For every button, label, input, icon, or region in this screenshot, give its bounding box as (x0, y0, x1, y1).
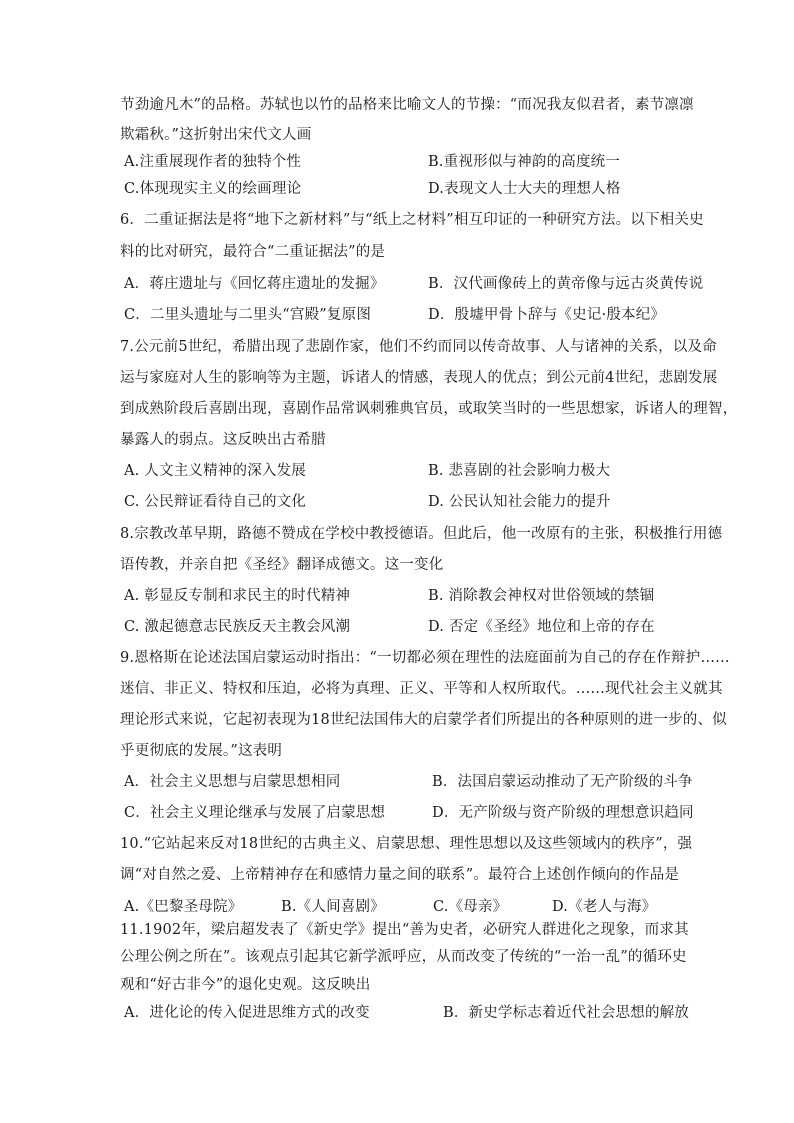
q10-stem-line-2: 调“对自然之爱、上帝精神存在和感情力量之间的联系”。最符合上述创作倾向的作品是 (120, 867, 680, 883)
q5-option-a: A.注重展现作者的独特个性 (124, 154, 302, 170)
q9-stem-line-2: 迷信、非正义、特权和压迫，必将为真理、正义、平等和人权所取代。……现代社会主义就其 (120, 681, 723, 697)
q6-option-a: A．蒋庄遗址与《回忆蒋庄遗址的发掘》 (124, 276, 385, 292)
q5-option-c: C.体现现实主义的绘画理论 (124, 181, 302, 197)
q11-stem-line-3: 观和“好古非今”的退化史观。这反映出 (120, 977, 371, 993)
q11-stem-line-1: 11.1902年，梁启超发表了《新史学》提出“善为史者，必研究人群进化之现象，而求其 (120, 922, 689, 938)
q8-option-b: B. 消除教会神权对世俗领域的禁锢 (428, 588, 655, 604)
q9-option-b: B．法国启蒙运动推动了无产阶级的斗争 (432, 774, 693, 790)
q7-stem-line-4: 暴露人的弱点。这反映出古希腊 (120, 432, 326, 448)
q5-option-d: D.表现文人士大夫的理想人格 (428, 181, 621, 197)
q9-stem-line-1: 9.恩格斯在论述法国启蒙运动时指出：“一切都必须在理性的法庭面前为自己的存在作辩护…… (120, 650, 730, 666)
q7-stem-line-1: 7.公元前5世纪，希腊出现了悲剧作家，他们不约而同以传奇故事、人与诸神的关系，以及命 (120, 339, 717, 355)
q6-option-c: C．二里头遗址与二里头“宫殿”复原图 (124, 307, 372, 323)
q8-option-d: D. 否定《圣经》地位和上帝的存在 (428, 619, 655, 635)
q5-option-b: B.重视形似与神韵的高度统一 (428, 154, 621, 170)
q10-option-d: D.《老人与海》 (552, 899, 657, 915)
q5-stem-line-1: 节劲逾凡木”的品格。苏轼也以竹的品格来比喻文人的节操：“而况我友似君者，素节凛凛 (120, 97, 694, 113)
q9-option-a: A．社会主义思想与启蒙思想相同 (124, 774, 341, 790)
q7-option-b: B. 悲喜剧的社会影响力极大 (428, 463, 611, 479)
q11-option-a: A．进化论的传入促进思维方式的改变 (124, 1005, 370, 1021)
q6-stem-line-1: 6．二重证据法是将“地下之新材料”与“纸上之材料”相互印证的一种研究方法。以下相关史 (120, 212, 704, 228)
q10-stem-line-1: 10.“它站起来反对18世纪的古典主义、启蒙思想、理性思想以及这些领域内的秩序”，强 (120, 836, 693, 852)
q10-option-c: C.《母亲》 (433, 899, 508, 915)
q9-stem-line-3: 理论形式来说，它起初表现为18世纪法国伟大的启蒙学者们所提出的各种原则的进一步的、似 (120, 712, 727, 728)
q6-option-d: D．殷墟甲骨卜辞与《史记·殷本纪》 (428, 307, 666, 323)
q8-option-c: C. 激起德意志民族反天主教会风潮 (124, 619, 351, 635)
q7-option-c: C. 公民辩证看待自己的文化 (124, 494, 307, 510)
q10-option-a: A.《巴黎圣母院》 (124, 899, 243, 915)
q9-option-c: C．社会主义理论继承与发展了启蒙思想 (124, 805, 386, 821)
q6-stem-line-2: 料的比对研究，最符合“二重证据法”的是 (120, 244, 386, 260)
q8-option-a: A. 彰显反专制和求民主的时代精神 (124, 588, 351, 604)
q7-stem-line-2: 运与家庭对人生的影响等为主题，诉诸人的情感，表现人的优点；到公元前4世纪，悲剧发展 (120, 370, 718, 386)
q6-option-b: B．汉代画像砖上的黄帝像与远古炎黄传说 (428, 276, 704, 292)
q10-option-b: B.《人间喜剧》 (281, 899, 385, 915)
q9-stem-line-4: 乎更彻底的发展。”这表明 (120, 743, 283, 759)
q8-stem-line-1: 8.宗教改革早期，路德不赞成在学校中教授德语。但此后，他一改原有的主张，积极推行用德 (120, 526, 723, 542)
q7-stem-line-3: 到成熟阶段后喜剧出现，喜剧作品常讽刺雅典官员，或取笑当时的一些思想家，诉诸人的理智， (120, 401, 738, 417)
q5-stem-line-2: 欺霜秋。”这折射出宋代文人画 (120, 127, 312, 143)
q7-option-a: A. 人文主义精神的深入发展 (124, 463, 306, 479)
q11-stem-line-2: 公理公例之所在”。该观点引起其它新学派呼应，从而改变了传统的“一治一乱”的循环史 (120, 949, 687, 965)
q8-stem-line-2: 语传教，并亲自把《圣经》翻译成德文。这一变化 (120, 557, 444, 573)
q9-option-d: D．无产阶级与资产阶级的理想意识趋同 (432, 805, 694, 821)
q7-option-d: D. 公民认知社会能力的提升 (428, 494, 611, 510)
q11-option-b: B．新史学标志着近代社会思想的解放 (443, 1005, 690, 1021)
